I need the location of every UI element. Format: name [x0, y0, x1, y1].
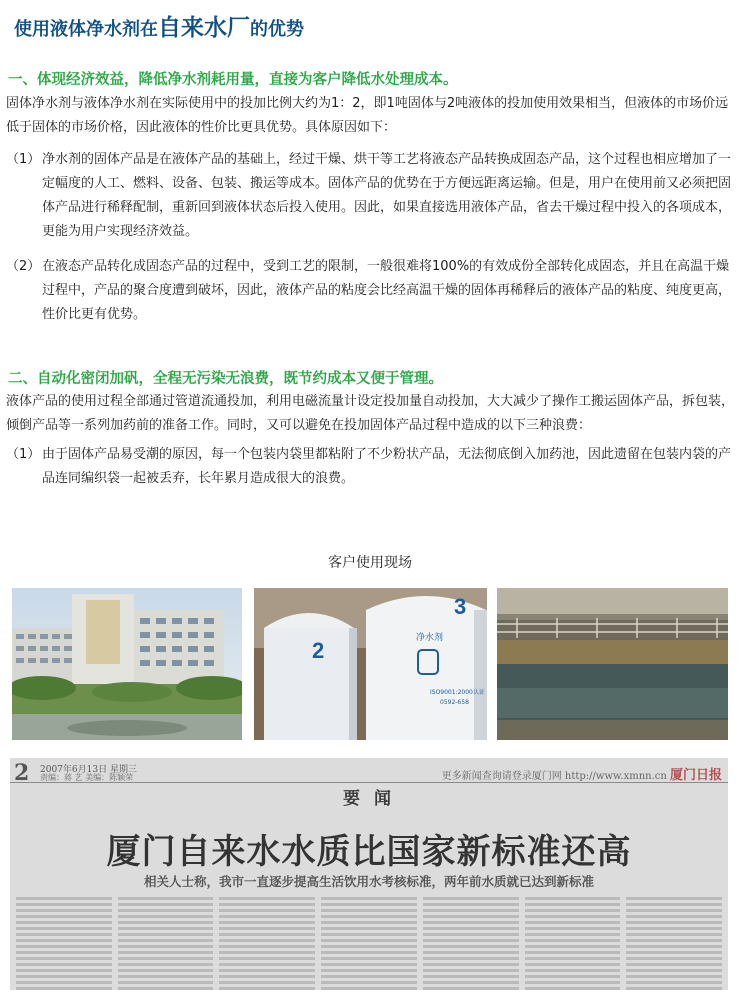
newspaper-brand: 厦门日报 — [669, 768, 722, 783]
newspaper-headline: 厦门自来水水质比国家新标准还高 — [106, 832, 632, 872]
newspaper-column — [118, 894, 214, 990]
section1-item-1 — [6, 148, 734, 244]
section2-intro: 液体产品的使用过程全部通过管道流通投加，利用电磁流量计设定投加量自动投加，大大减少了操作工搬运固体产品，拆包装，倾倒产品等一系列加药前的准备工作。同时，又可以避免在投加固体产品过程中造成的以下三种浪费： — [6, 394, 735, 433]
newspaper-editor: 责编：蒋 艺 美编：陈颖荣 — [40, 773, 134, 782]
tank-number-2: 2 — [312, 638, 325, 663]
newspaper-column — [16, 894, 112, 990]
title-text-1: 使用液体净水剂在 — [14, 19, 158, 40]
section2-item-1 — [6, 443, 734, 491]
newspaper-column — [525, 894, 621, 990]
section1-intro: 固体净水剂与液体净水剂在实际使用中的投加比例大约为1：2，即1吨固体与2吨液体的投加使用效果相当，但液体的市场价远低于固体的市场价格，因此液体的性价比更具优势。具体原因如下： — [6, 96, 729, 135]
newspaper-rule — [10, 782, 728, 783]
water-plant-building-photo — [12, 588, 242, 740]
title-text-3: 的优势 — [250, 19, 304, 40]
item-number: （2） — [6, 259, 41, 274]
newspaper-section: 要 闻 — [343, 789, 395, 809]
section1-item-2 — [6, 255, 734, 327]
tank-iso-label: ISO9001:2000认证 — [430, 689, 485, 696]
section1-heading: 一、体现经济效益，降低净水剂耗用量，直接为客户降低水处理成本。 — [8, 72, 458, 88]
newspaper-column — [219, 894, 315, 990]
masthead-url: 更多新闻查询请登录厦门网 http://www.xmnn.cn — [441, 771, 667, 782]
newspaper-date: 2007年6月13日 星期三 — [40, 765, 137, 775]
newspaper-column — [626, 894, 722, 990]
item-text: 净水剂的固体产品是在液体产品的基础上，经过干燥、烘干等工艺将液态产品转换成固态产品，这个过程也相应增加了一定幅度的人工、燃料、设备、包装、搬运等成本。固体产品的优势在于方便远距离运输。但是，用户在使用前又必须把固体产品进行稀释配制，重新回到液体状态后投入使用。因此，如果直接选用液体产品，省去干燥过程中投入的各项成本，更能为用户实现经济效益。 — [42, 152, 732, 239]
tank-phone-label: 0592-658 — [440, 699, 469, 706]
item-number: （1） — [6, 152, 41, 167]
item-text: 在液态产品转化成固态产品的过程中，受到工艺的限制，一般很难将100%的有效成份全部转化成固态，并且在高温干燥过程中，产品的聚合度遭到破坏，因此，液体产品的粘度会比经高温干燥的固体再稀释后的液体产品的粘度、纯度更高，性价比更有优势。 — [42, 259, 732, 322]
page-title — [14, 9, 304, 42]
newspaper-body-columns — [16, 894, 722, 990]
storage-tanks-photo — [254, 588, 487, 740]
tank-label: 净水剂 — [416, 633, 444, 643]
tank-number-3: 3 — [454, 594, 467, 619]
newspaper-page-number: 2 — [14, 760, 30, 786]
newspaper-clipping — [10, 758, 728, 990]
settling-tank-photo — [497, 588, 728, 740]
item-text: 由于固体产品易受潮的原因，每一个包装内袋里都粘附了不少粉状产品，无法彻底倒入加药池，因此遗留在包装内袋的产品连同编织袋一起被丢弃，长年累月造成很大的浪费。 — [42, 447, 732, 486]
photos-caption: 客户使用现场 — [328, 555, 412, 571]
newspaper-masthead — [442, 764, 722, 783]
title-text-highlight: 自来水厂 — [158, 15, 250, 41]
section2-heading: 二、自动化密闭加矾，全程无污染无浪费，既节约成本又便于管理。 — [8, 371, 443, 387]
newspaper-column — [321, 894, 417, 990]
newspaper-column — [423, 894, 519, 990]
newspaper-subhead: 相关人士称，我市一直逐步提高生活饮用水考核标准，两年前水质就已达到新标准 — [143, 874, 594, 889]
item-number: （1） — [6, 447, 41, 462]
